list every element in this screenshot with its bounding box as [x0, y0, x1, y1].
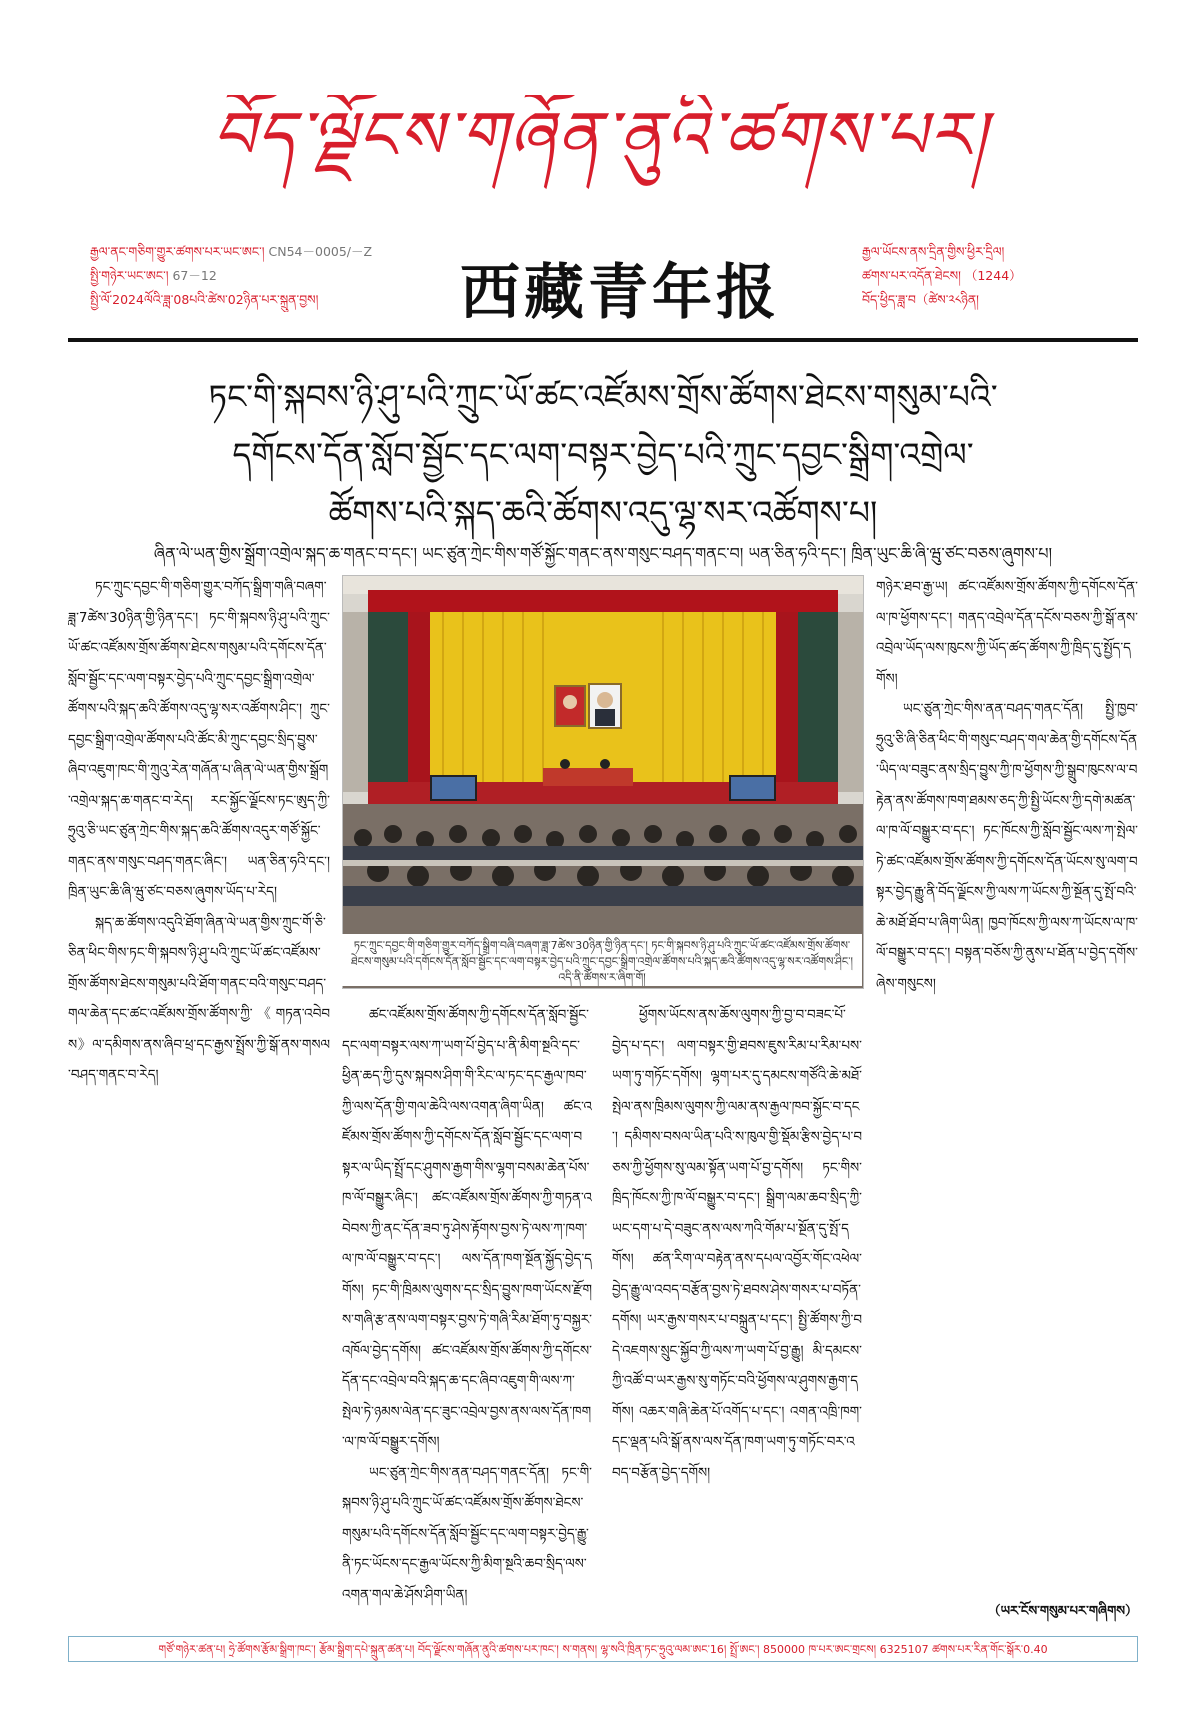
paragraph: ཡང་ཙུན་ཀྲེང་གིས་ནན་བཤད་གནང་དོན། ཏང་གི་སྐབས་ཉི་ཤུ་པའི་ཀྲུང་ཡོ་ཚང་འཛོམས་གྲོས་ཚོགས་ཐེངས་གསུམ་པའི་དགོངས་དོན་སློབ་སྦྱོང་དང་ལག་བསྟར་བྱེད་རྒྱུ་ནི་ཏང་ཡོངས་དང་རྒྱལ་ཡོངས་ཀྱི་མིག་སྔའི་ཆབ་སྲིད་ལས་འགན་གལ་ཆེ་ཤོས་ཤིག་ཡིན། [342, 1464, 592, 1603]
left-info-line: སྤྱི་གཉེར་ཡང་ཨང་། 67－12 [90, 268, 217, 283]
masthead-chinese-title: 西藏青年报 [460, 258, 780, 328]
headline-line-2: དགོངས་དོན་སློབ་སྦྱོང་དང་ལག་བསྟར་བྱེད་པའི་ཀྲུང་དབྱང་སྒྲིག་འགྲེལ་ [232, 435, 974, 474]
left-info-line: རྒྱལ་ནང་གཅིག་གྱུར་ཚགས་པར་ཡང་ཨང་། CN54－0005/－Z [90, 244, 373, 259]
article-column-3 [612, 1000, 862, 1620]
masthead-right-info [862, 240, 1138, 312]
paragraph: ཡང་ཙུན་ཀྲེང་གིས་ནན་བཤད་གནང་དོན། སྤྱི་ཁྱབ་ཧྲུའུ་ཅི་ཞི་ཅིན་ཕིང་གི་གསུང་བཤད་གལ་ཆེན་གྱི་དགོངས་དོན་ཡིད་ལ་བཟུང་ནས་སྲིད་བྱུས་ཀྱི་ཁ་ཕྱོགས་ཀྱི་སྒྲུབ་ཁུངས་ལ་བརྟེན་ནས་ཚོགས་ཁག་ཐམས་ཅད་ཀྱི་སྤྱི་ཡོངས་ཀྱི་དགེ་མཚན་ལ་ཁ་ལོ་བསྒྱུར་བ་དང་། ཏང་ཁོངས་ཀྱི་སློབ་སྦྱོང་ལས་ཀ་སྤེལ་ཏེ་ཚང་འཛོམས་གྲོས་ཚོགས་ཀྱི་དགོངས་དོན་ཡོངས་སུ་ལག་བསྟར་བྱེད་རྒྱུ་ནི་བོད་ལྗོངས་ཀྱི་ལས་ཀ་ཡོངས་ཀྱི་སྔོན་དུ་སྤོ་བའི་ཆེ་མཐོ་ཐོབ་པ་ཞིག་ཡིན། ཁྱབ་ཁོངས་ཀྱི་ལས་ཀ་ཡོངས་ལ་ཁ་ལོ་བསྒྱུར་བ་དང་། བསྟན་བཅོས་ཀྱི་ནུས་པ་ཐོན་པ་བྱེད་དགོས་ཞེས་གསུངས། [876, 701, 1138, 992]
paragraph: ཏང་ཀྲུང་དབྱང་གི་གཅིག་གྱུར་བཀོད་སྒྲིག་གཞི་བཞག་ཟླ་7ཚེས་30ཉིན་གྱི་ཉིན་དང་། ཏང་གི་སྐབས་ཉི་ཤུ་པའི་ཀྲུང་ཡོ་ཚང་འཛོམས་གྲོས་ཚོགས་ཐེངས་གསུམ་པའི་དགོངས་དོན་སློབ་སྦྱོང་དང་ལག་བསྟར་བྱེད་པའི་ཀྲུང་དབྱང་སྒྲིག་འགྲེལ་ཚོགས་པའི་སྐད་ཆའི་ཚོགས་འདུ་ལྷ་སར་འཚོགས་ཤིང་། ཀྲུང་དབྱང་སྒྲིག་འགྲེལ་ཚོགས་པའི་ཚོང་མི་ཀྲུང་དབྱང་སྲིད་བྱུས་ཞིབ་འཇུག་ཁང་གི་ཀྲུའུ་རེན་གཞོན་པ་ཞིན་ལེ་ཡན་གྱིས་སྒྲོག་འགྲེལ་སྐད་ཆ་གནང་བ་རེད། རང་སྐྱོང་ལྗོངས་ཏང་ཨུད་ཀྱི་ཧྲུའུ་ཅི་ཡང་ཙུན་ཀྲེང་གིས་སྐད་ཆའི་ཚོགས་འདུར་གཙོ་སྐྱོང་གནང་ནས་གསུང་བཤད་གནང་ཞིང་། ཡན་ཅིན་ཧའི་དང་། ཁྲིན་ཡུང་ཆི་ཞི་ཝུ་ཙང་བཅས་ཞུགས་ཡོད་པ་རེད། [68, 579, 330, 900]
publisher-footer: གཙོ་གཉེར་ཚན་པ། ཧྲེ་ཚོགས་རྩོམ་སྒྲིག་ཁང་། རྩོམ་སྒྲིག་དཔེ་སྐྲུན་ཚན་པ། བོད་ལྗོངས་གཞོན་ནུའི་ཚགས་པར་ཁང་། ས་གནས། ལྷ་སའི་ཁྲིན་ཏང་ཧྲུའུ་ལམ་ཨང་16། སྤྲོ་ཨང་། 850000 ཁ་པར་ཨང་གྲངས། 6325107 ཚགས་པར་རིན་གོང་སྒོར་0.40 [68, 1636, 1138, 1662]
photo-caption: ཏང་ཀྲུང་དབྱང་གི་གཅིག་གྱུར་བཀོད་སྒྲིག་བཞི་བཞག་ཟླ་7ཚེས་30ཉིན་གྱི་ཉིན་དང་། ཏང་གི་སྐབས་ཉི་ཤུ་པའི་ཀྲུང་ཡོ་ཚང་འཛོམས་གྲོས་ཚོགས་ཐེངས་གསུམ་པའི་དགོངས་དོན་སློབ་སྦྱོང་དང་ལག་བསྟར་བྱེད་པའི་ཀྲུང་དབྱང་སྒྲིག་འགྲེལ་ཚོགས་པའི་སྐད་ཆའི་ཚོགས་འདུ་ལྷ་སར་འཚོགས་ཤིང་། འདི་ནི་ཚོགས་ར་ཞིག་གོ། [342, 934, 862, 986]
masthead-left-info [90, 240, 400, 312]
paragraph: སྐད་ཆ་ཚོགས་འདུའི་ཐོག་ཞིན་ལེ་ཡན་གྱིས་ཀྲུང་གོ་ཅི་ཅིན་ཕིང་གིས་ཏང་གི་སྐབས་ཉི་ཤུ་པའི་ཀྲུང་ཡོ་ཚང་འཛོམས་གྲོས་ཚོགས་ཐེངས་གསུམ་པའི་ཐོག་གནང་བའི་གསུང་བཤད་གལ་ཆེན་དང་ཚང་འཛོམས་གྲོས་ཚོགས་ཀྱི་《གཏན་འབེབས》ལ་དམིགས་ནས་ཞིབ་ཕྲ་དང་རྒྱས་སྤྲོས་ཀྱི་སྒོ་ནས་གསལ་བཤད་གནང་བ་རེད། [68, 914, 330, 1083]
article-column-4 [876, 572, 1138, 1592]
article-column-2 [342, 1000, 592, 1620]
paragraph: ཕྱོགས་ཡོངས་ནས་ཆོས་ལུགས་ཀྱི་བྱ་བ་བཟང་པོ་བྱེད་པ་དང་། ལག་བསྟར་གྱི་ཐབས་ཇུས་རིམ་པ་རིམ་པས་ཡག་ཏུ་གཏོང་དགོས། ལྷག་པར་དུ་དམངས་གཙོའི་ཆེ་མཐོ་སྤེལ་ནས་ཁྲིམས་ལུགས་ཀྱི་ལམ་ནས་རྒྱལ་ཁབ་སྐྱོང་བ་དང་། དམིགས་བསལ་ཡིན་པའི་ས་ཁུལ་གྱི་སྡོམ་རྩིས་བྱེད་པ་བཅས་ཀྱི་ཕྱོགས་སུ་ལམ་སྟོན་ཡག་པོ་བྱ་དགོས། ཏང་གིས་ཁྲིད་ཁོངས་ཀྱི་ཁ་ལོ་བསྒྱུར་བ་དང་། སྒྲིག་ལམ་ཆབ་སྲིད་ཀྱི་ཡང་དག་པ་དེ་བཟུང་ནས་ལས་ཀའི་གོམ་པ་སྔོན་དུ་སྤོ་དགོས། ཚན་རིག་ལ་བརྟེན་ནས་དཔལ་འབྱོར་གོང་འཕེལ་བྱེད་རྒྱུ་ལ་འབད་བརྩོན་བྱས་ཏེ་ཐབས་ཤེས་གསར་པ་བཏོན་དགོས། ཡར་རྒྱས་གསར་པ་བསྐྲུན་པ་དང་། སྤྱི་ཚོགས་ཀྱི་བདེ་འཇགས་སྲུང་སྐྱོབ་ཀྱི་ལས་ཀ་ཡག་པོ་བྱ་རྒྱུ། མི་དམངས་ཀྱི་འཚོ་བ་ཡར་རྒྱས་སུ་གཏོང་བའི་ཕྱོགས་ལ་ཤུགས་རྒྱག་དགོས། འཆར་གཞི་ཆེན་པོ་འགོད་པ་དང་། འགན་འཁྲི་ཁག་དང་ལྡན་པའི་སྒོ་ནས་ལས་དོན་ཁག་ཡག་ཏུ་གཏོང་བར་འབད་བརྩོན་བྱེད་དགོས། [612, 1007, 862, 1481]
headline-line-1: ཏང་གི་སྐབས་ཉི་ཤུ་པའི་ཀྲུང་ཡོ་ཚང་འཛོམས་གྲོས་ཚོགས་ཐེངས་གསུམ་པའི་ [208, 377, 998, 416]
conference-hall-image [343, 576, 863, 988]
paragraph: ཚང་འཛོམས་གྲོས་ཚོགས་ཀྱི་དགོངས་དོན་སློབ་སྦྱོང་དང་ལག་བསྟར་ལས་ཀ་ཡག་པོ་བྱེད་པ་ནི་མིག་སྔའི་དང་ཕྱིན་ཆད་ཀྱི་དུས་སྐབས་ཤིག་གི་རིང་ལ་ཏང་དང་རྒྱལ་ཁབ་ཀྱི་ལས་དོན་གྱི་གལ་ཆེའི་ལས་འགན་ཞིག་ཡིན། ཚང་འཛོམས་གྲོས་ཚོགས་ཀྱི་དགོངས་དོན་སློབ་སྦྱོང་དང་ལག་བསྟར་ལ་ཡིད་སྤྲོ་དང་ཤུགས་རྒྱག་གིས་ལྷག་བསམ་ཆེན་པོས་ཁ་ལོ་བསྒྱུར་ཞིང་། ཚང་འཛོམས་གྲོས་ཚོགས་ཀྱི་གཏན་འབེབས་ཀྱི་ནང་དོན་ཟབ་ཏུ་ཤེས་རྟོགས་བྱས་ཏེ་ལས་ཀ་ཁག་ལ་ཁ་ལོ་བསྒྱུར་བ་དང་། ལས་དོན་ཁག་སྔོན་སྐྱོད་བྱེད་དགོས། ཏང་གི་ཁྲིམས་ལུགས་དང་སྲིད་བྱུས་ཁག་ཡོངས་རྫོགས་གཞི་རྩ་ནས་ལག་བསྟར་བྱས་ཏེ་གཞི་རིམ་ཐོག་ཏུ་བསྐྱར་འཁོལ་བྱེད་དགོས། ཚང་འཛོམས་གྲོས་ཚོགས་ཀྱི་དགོངས་དོན་དང་འབྲེལ་བའི་སྐད་ཆ་དང་ཞིབ་འཇུག་གི་ལས་ཀ་སྤེལ་ཏེ་ཉམས་ལེན་དང་ཟུང་འབྲེལ་བྱས་ནས་ལས་དོན་ཁག་ལ་ཁ་ལོ་བསྒྱུར་དགོས། [342, 1007, 592, 1450]
subheadline: ཞིན་ལེ་ཡན་གྱིས་སྒྲོག་འགྲེལ་སྐད་ཆ་གནང་བ་དང་། ཡང་ཙུན་ཀྲེང་གིས་གཙོ་སྐྱོང་གནང་ནས་གསུང་བཤད་གནང་བ། ཡན་ཅིན་ཧའི་དང་། ཁྲིན་ཡུང་ཆི་ཞི་ཝུ་ཙང་བཅས་ཞུགས་པ། [153, 544, 1053, 563]
right-info-line: བོད་ཕྱིད་ཟླ་བ（ཚེས་༢༨ཉིན། [862, 292, 979, 307]
right-info-line: ཚགས་པར་འདོན་ཐེངས། （1244） [862, 268, 1022, 283]
paragraph: གཉེར་ཐབ་རྒྱ་ཡ། ཚང་འཛོམས་གྲོས་ཚོགས་ཀྱི་དགོངས་དོན་ལ་ཁ་ཕྱོགས་དང་། གནད་འབྲེལ་དོན་དངོས་བཅས་ཀྱི་སྒོ་ནས་འབྲེལ་ཡོད་ལས་ཁུངས་ཀྱི་ཡོད་ཚད་ཚོགས་ཀྱི་ཁྲིད་དུ་སྤྱོད་དགོས། [876, 579, 1138, 687]
masthead-divider [68, 338, 1138, 342]
article-column-1 [68, 572, 330, 1622]
headline-line-3: ཚོགས་པའི་སྐད་ཆའི་ཚོགས་འདུ་ལྷ་སར་འཚོགས་པ། [328, 493, 878, 532]
masthead-tibetan-title: བོད་ལྗོངས་གཞོན་ནུའི་ཚགས་པར། [211, 97, 989, 174]
continued-note: （ཡར་ངོས་གསུམ་པར་གཞིགས） [987, 1604, 1138, 1619]
right-info-line: རྒྱལ་ཡོངས་ནས་དྲིན་གྱིས་ཕྱིར་དྲིལ། [862, 244, 1005, 259]
left-info-line: སྤྱི་ལོ་2024ལོའི་ཟླ་08པའི་ཚེས་02ཉིན་པར་སྐྲུན་བྱས། [90, 292, 319, 307]
conference-photo [342, 575, 864, 989]
